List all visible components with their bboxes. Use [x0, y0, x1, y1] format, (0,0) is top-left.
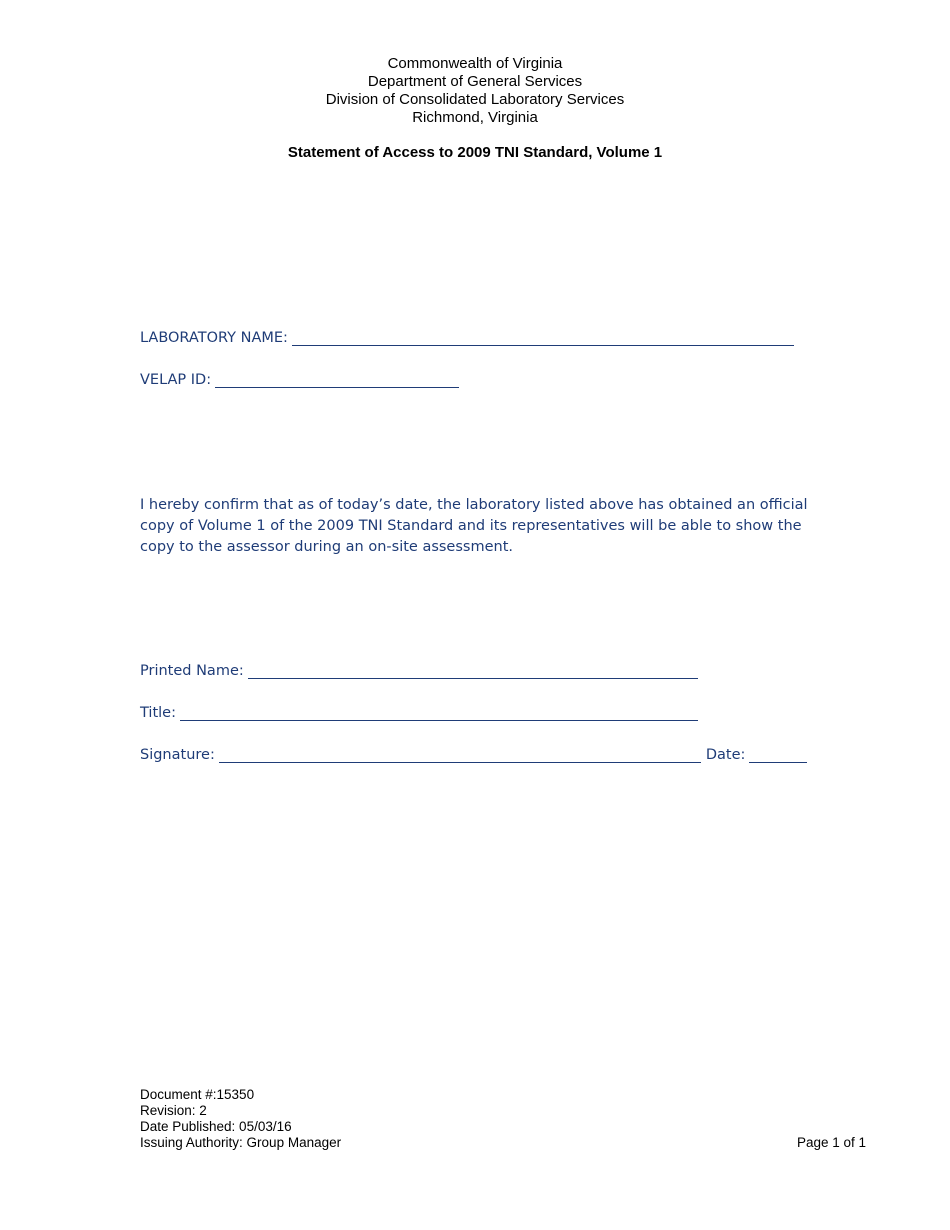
page-number: Page 1 of 1 [796, 1135, 866, 1150]
date-published: Date Published: 05/03/16 [140, 1119, 292, 1134]
confirmation-statement: I hereby confirm that as of today’s date, the laboratory listed above has obtained an official copy of Volume 1 of the 2009 TNI Standard and its representatives will be able to show the copy to the assessor during an on-site assessment. [140, 497, 808, 555]
header-line-3: Division of Consolidated Laboratory Services [325, 91, 625, 108]
printed-name-field [140, 663, 698, 679]
header-line-4: Richmond, Virginia [412, 109, 538, 126]
printed-name-label: Printed Name: [140, 663, 244, 679]
header-line-1: Commonwealth of Virginia [387, 55, 563, 72]
printed-name-blank[interactable] [248, 663, 698, 679]
signature-field [140, 747, 807, 763]
velap-id-field [140, 372, 459, 388]
velap-id-label: VELAP ID: [140, 372, 212, 388]
velap-id-blank[interactable] [215, 372, 459, 388]
laboratory-name-label: LABORATORY NAME: [140, 330, 288, 346]
issuing-authority: Issuing Authority: Group Manager [140, 1135, 342, 1150]
title-label: Title: [140, 705, 176, 721]
signature-label: Signature: [140, 747, 215, 763]
date-label: Date: [705, 747, 746, 763]
title-field [140, 705, 698, 721]
document-title: Statement of Access to 2009 TNI Standard, Volume 1 [287, 144, 663, 161]
laboratory-name-blank[interactable] [292, 330, 794, 346]
date-blank[interactable] [749, 747, 807, 763]
title-blank[interactable] [180, 705, 698, 721]
agency-header [0, 55, 950, 127]
revision: Revision: 2 [140, 1103, 207, 1118]
signature-blank[interactable] [219, 747, 701, 763]
document-footer [140, 1087, 341, 1151]
document-number: Document #:15350 [140, 1087, 255, 1102]
header-line-2: Department of General Services [367, 73, 583, 90]
laboratory-name-field [140, 330, 794, 346]
